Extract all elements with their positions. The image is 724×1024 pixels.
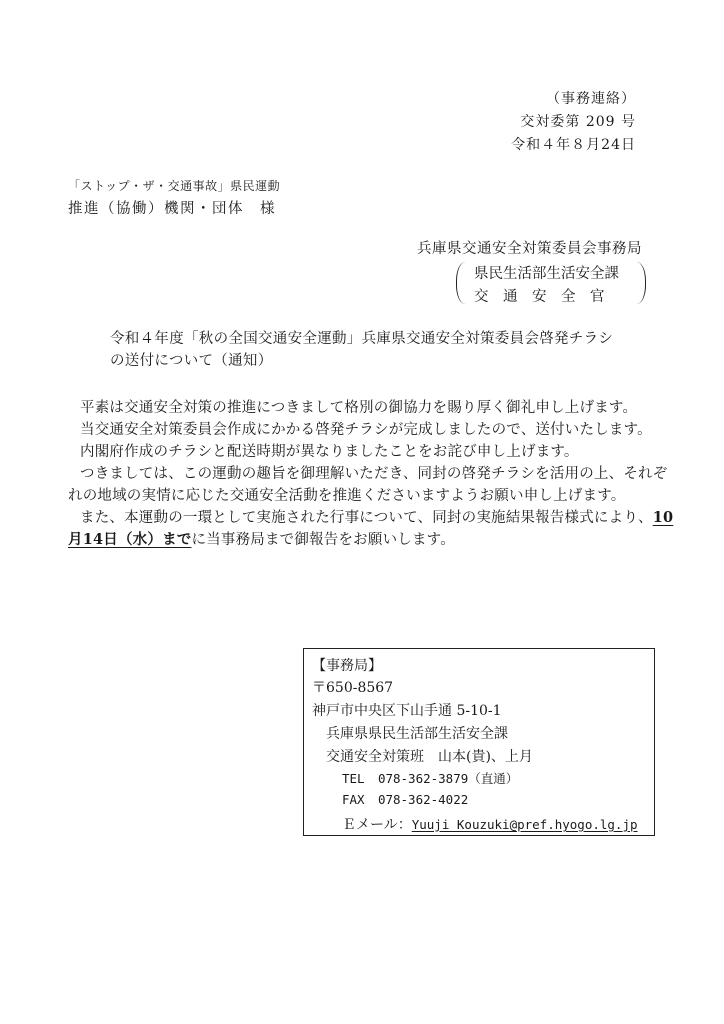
campaign-name: 「ストップ・ザ・交通事故」県民運動 (68, 179, 281, 193)
tel-line (342, 769, 518, 787)
left-bracket (456, 262, 465, 304)
body-line-1: 平素は交通安全対策の推進につきまして格別の御協力を賜り厚く御礼申し上げます。 (80, 400, 638, 416)
email-line (342, 814, 638, 834)
email-label: Ｅメール： (342, 817, 412, 833)
email-address[interactable]: Yuuji_Kouzuki@pref.hyogo.lg.jp (411, 817, 638, 832)
body-line-6-text: また、本運動の一環として実施された行事について、同封の実施結果報告様式により、 (80, 510, 653, 526)
contact-box (303, 648, 655, 836)
deadline-part-1: 10 (652, 509, 674, 526)
tel-label: TEL (342, 771, 365, 786)
sender-department-block (456, 260, 646, 308)
body-line-3: 内閣府作成のチラシと配送時期が異なりましたことをお詫び申し上げます。 (80, 444, 579, 460)
sender-department: 県民生活部生活安全課 (474, 266, 619, 282)
subject-line-2: の送付について（通知） (110, 353, 273, 369)
tel-number: 078-362-3879（直通） (377, 771, 519, 786)
body-line-7 (68, 528, 455, 549)
notice-type: （事務連絡） (546, 91, 636, 107)
fax-number: 078-362-4022 (377, 792, 469, 807)
fax-label: FAX (342, 792, 365, 807)
sender-title: 交 通 安 全 官 (474, 289, 605, 305)
recipients: 推進（協働）機関・団体 様 (68, 201, 276, 217)
deadline-part-2: 月14日（水）まで (68, 531, 192, 548)
contact-heading: 【事務局】 (312, 658, 382, 674)
body-line-4: つきましては、この運動の趣旨を御理解いただき、同封の啓発チラシを活用の上、それぞ (80, 466, 668, 482)
postal-code: 〒650-8567 (312, 680, 394, 696)
subject-line-1: 令和４年度「秋の全国交通安全運動」兵庫県交通安全対策委員会啓発チラシ (110, 331, 614, 347)
body-line-5: れの地域の実情に応じた交通安全活動を推進くださいますようお願い申し上げます。 (68, 488, 626, 504)
document-number: 交対委第 209 号 (520, 114, 636, 130)
document-date: 令和４年８月24日 (511, 137, 636, 153)
contact-section: 交通安全対策班 山本(貴)、上月 (326, 749, 533, 765)
contact-department: 兵庫県県民生活部生活安全課 (326, 726, 508, 742)
fax-line (342, 792, 468, 808)
body-line-6 (80, 506, 673, 527)
sender-organization: 兵庫県交通安全対策委員会事務局 (417, 241, 642, 257)
body-line-2: 当交通安全対策委員会作成にかかる啓発チラシが完成しましたので、送付いたします。 (80, 422, 652, 438)
body-line-7-text: に当事務局まで御報告をお願いします。 (191, 532, 455, 548)
right-bracket (637, 262, 646, 304)
address: 神戸市中央区下山手通 5-10-1 (312, 703, 502, 719)
